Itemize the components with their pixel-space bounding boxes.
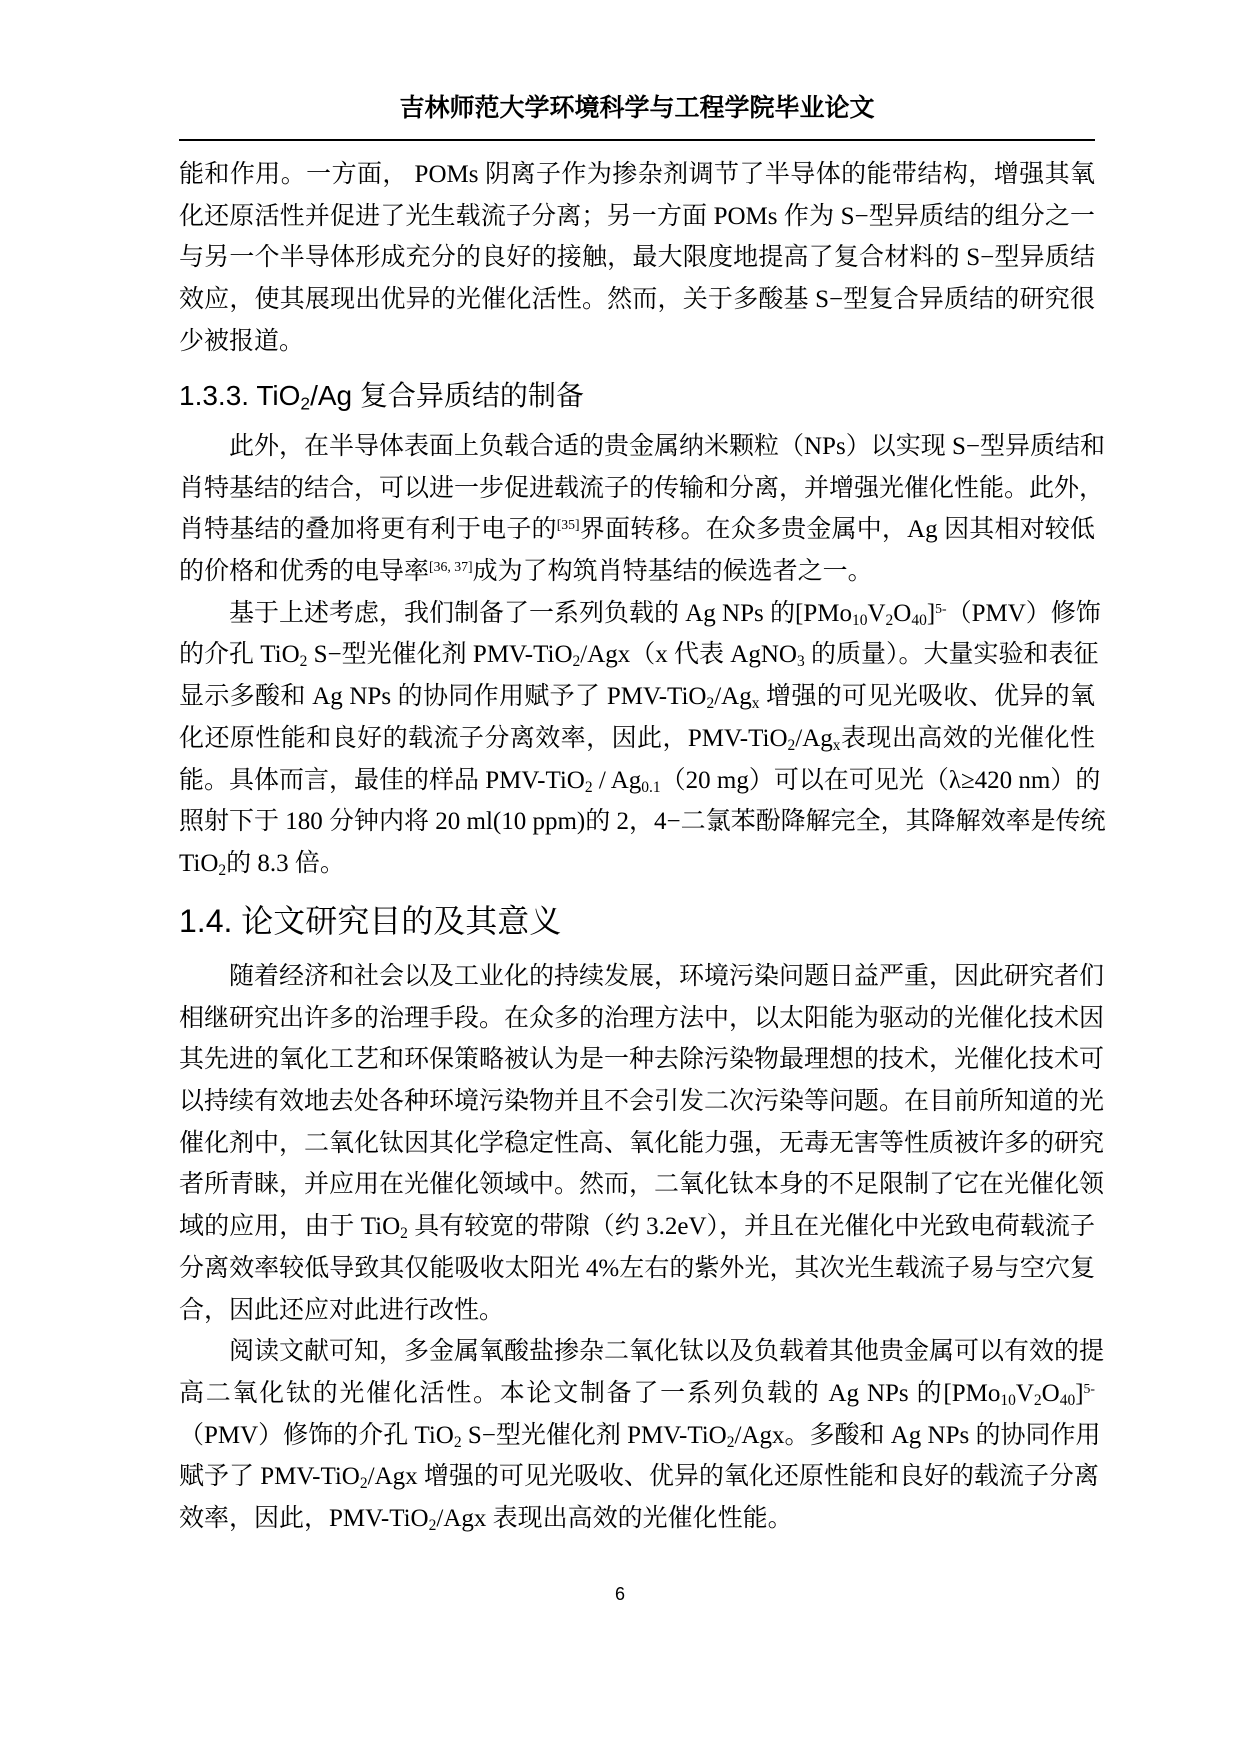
text-line xyxy=(179,1081,1105,1123)
subscript: 2 xyxy=(428,1516,437,1534)
running-header-title: 吉林师范大学环境科学与工程学院毕业论文 xyxy=(399,94,875,122)
text-run: 的质量）。大量实验和表征 xyxy=(804,641,1099,669)
subscript: 2 xyxy=(706,695,715,712)
text-line xyxy=(179,1373,1095,1415)
text-run: 照射下于 180 分钟内将 20 ml(10 ppm)的 2，4−二氯苯酚降解完全，其降解效率是传统 xyxy=(179,808,1106,836)
text-run: 其先进的氧化工艺和环保策略被认为是一种去除污染物最理想的技术，光催化技术可 xyxy=(179,1046,1105,1074)
subscript: 10 xyxy=(1000,1391,1016,1409)
subscript: 10 xyxy=(851,611,868,629)
text-line xyxy=(179,1248,1095,1290)
text-line xyxy=(179,1331,1105,1373)
text-run: 能。具体而言，最佳的样品 PMV-TiO xyxy=(179,766,585,794)
text-line xyxy=(179,468,1105,510)
page-number: 6 xyxy=(614,1584,625,1604)
text-run: 合，因此还应对此进行改性。 xyxy=(179,1296,505,1324)
text-run: 的价格和优秀的电导率 xyxy=(179,558,430,586)
text-run: 效率，因此，PMV-TiO xyxy=(179,1504,429,1532)
text-line xyxy=(179,843,1095,885)
text-run: /Agx 表现出高效的光催化性能。 xyxy=(436,1504,793,1532)
text-line xyxy=(179,760,1101,802)
text-run: 高二氧化钛的光催化活性。本论文制备了一系列负载的 Ag NPs 的[PMo xyxy=(179,1379,1001,1407)
text-run: 表现出高效的光催化性 xyxy=(840,724,1095,752)
text-run: 的 8.3 倍。 xyxy=(226,849,345,877)
text-line xyxy=(179,279,1095,321)
text-run: 以持续有效地去处各种环境污染物并且不会引发二次污染等问题。在目前所知道的光 xyxy=(179,1088,1105,1116)
paragraph xyxy=(179,426,1105,593)
text-run: 与另一个半导体形成充分的良好的接触，最大限度地提高了复合材料的 S−型异质结 xyxy=(179,244,1095,272)
subscript: 0.1 xyxy=(641,778,661,796)
text-run: TiO xyxy=(179,849,219,877)
text-run: O xyxy=(1041,1379,1060,1407)
text-run: 少被报道。 xyxy=(179,327,305,355)
text-run: /Agx（x 代表 AgNO xyxy=(580,641,797,669)
text-run: 增强的可见光吸收、优异的氧 xyxy=(759,683,1095,711)
text-run: 此外，在半导体表面上负载合适的贵金属纳米颗粒（NPs）以实现 S−型异质结和 xyxy=(229,433,1105,460)
subscript: 2 xyxy=(300,393,311,414)
text-line xyxy=(179,1498,1095,1540)
text-run: 能和作用。一方面， POMs 阴离子作为掺杂剂调节了半导体的能带结构，增强其氧 xyxy=(179,161,1095,188)
subscript: 2 xyxy=(572,653,581,671)
text-run: 的介孔 TiO xyxy=(179,641,300,669)
text-line xyxy=(179,801,1106,843)
text-block xyxy=(179,426,1106,885)
text-run: 肖特基结的叠加将更有利于电子的 xyxy=(179,516,557,544)
text-run: /Agx。多酸和 Ag NPs 的协同作用 xyxy=(734,1421,1101,1449)
text-run: 肖特基结的结合，可以进一步促进载流子的传输和分离，并增强光催化性能。此外， xyxy=(179,474,1105,502)
text-line xyxy=(179,551,1095,593)
subsection-heading xyxy=(179,374,584,414)
text-run: 化还原性能和良好的载流子分离效率，因此，PMV-TiO xyxy=(179,724,788,752)
citation-superscript: [35] xyxy=(556,517,580,533)
text-run: 相继研究出许多的治理手段。在众多的治理方法中，以太阳能为驱动的光催化技术因 xyxy=(179,1004,1105,1032)
text-run: V xyxy=(1015,1379,1034,1407)
subscript: 2 xyxy=(726,1433,735,1451)
subscript: x xyxy=(832,736,841,754)
paragraph xyxy=(179,956,1105,1331)
text-line xyxy=(179,426,1105,468)
text-line xyxy=(179,1164,1105,1206)
subscript: 2 xyxy=(400,1225,408,1242)
text-run: S−型光催化剂 PMV-TiO xyxy=(461,1421,727,1449)
subscript: 2 xyxy=(359,1475,368,1493)
header-rule xyxy=(179,139,1095,141)
text-line xyxy=(179,1456,1099,1498)
text-run: 具有较宽的带隙（约 3.2eV），并且在光催化中光致电荷载流子 xyxy=(407,1213,1095,1241)
text-line xyxy=(179,1039,1105,1081)
paragraph xyxy=(179,593,1106,885)
text-run: /Ag xyxy=(714,683,752,711)
text-run: （PMV）修饰的介孔 TiO xyxy=(179,1421,454,1449)
subscript: 40 xyxy=(1059,1391,1076,1409)
text-run: 化还原活性并促进了光生载流子分离；另一方面 POMs 作为 S−型异质结的组分之一 xyxy=(179,202,1095,230)
text-run: （PMV）修饰 xyxy=(946,599,1101,627)
text-run: 者所青睐，并应用在光催化领域中。然而，二氧化钛本身的不足限制了它在光催化领 xyxy=(179,1171,1105,1199)
superscript: 5- xyxy=(1083,1380,1095,1396)
text-run: O xyxy=(893,599,912,627)
text-line xyxy=(179,956,1105,998)
text-line xyxy=(179,998,1105,1040)
text-line xyxy=(179,1206,1095,1248)
text-run: V xyxy=(867,599,886,627)
text-run: /Agx 增强的可见光吸收、优异的氧化还原性能和良好的载流子分离 xyxy=(367,1463,1099,1491)
text-line xyxy=(179,1123,1105,1165)
text-run: 界面转移。在众多贵金属中，Ag 因其相对较低 xyxy=(579,516,1095,544)
subscript: 2 xyxy=(1033,1391,1042,1409)
subscript: 3 xyxy=(796,653,805,671)
subscript: 2 xyxy=(299,653,308,671)
text-run: 效应，使其展现出优异的光催化活性。然而，关于多酸基 S−型复合异质结的研究很 xyxy=(179,286,1095,314)
text-run: S−型光催化剂 PMV-TiO xyxy=(307,641,573,669)
section-heading xyxy=(179,896,561,942)
text-run: 催化剂中，二氧化钛因其化学稳定性高、氧化能力强，无毒无害等性质被许多的研究 xyxy=(179,1129,1105,1157)
text-run: 域的应用，由于 TiO xyxy=(179,1213,401,1241)
subscript: 2 xyxy=(584,778,593,796)
text-run: /Ag xyxy=(795,724,833,752)
text-line xyxy=(179,593,1101,635)
subscript: 2 xyxy=(787,736,796,754)
paragraph xyxy=(179,154,1095,362)
text-line xyxy=(179,718,1095,760)
paragraph xyxy=(179,1331,1105,1539)
text-line xyxy=(179,676,1095,718)
citation-superscript: [36, 37] xyxy=(429,558,473,574)
text-run: 分离效率较低导致其仅能吸收太阳光 4%左右的紫外光，其次光生载流子易与空穴复 xyxy=(179,1254,1095,1282)
text-run: 赋予了 PMV-TiO xyxy=(179,1463,360,1491)
text-run: 1.4. 论文研究目的及其意义 xyxy=(179,903,562,939)
text-line xyxy=(179,1415,1101,1457)
text-run: 阅读文献可知，多金属氧酸盐掺杂二氧化钛以及负载着其他贵金属可以有效的提 xyxy=(229,1338,1105,1366)
text-line xyxy=(179,1290,1095,1332)
subscript: 2 xyxy=(453,1433,462,1451)
text-line xyxy=(179,321,1095,363)
text-run: （20 mg）可以在可见光（λ≥420 nm）的 xyxy=(660,766,1101,794)
subscript: x xyxy=(751,695,760,712)
text-block xyxy=(179,154,1095,362)
superscript: 5- xyxy=(935,600,947,616)
text-line xyxy=(179,237,1095,279)
text-run: / Ag xyxy=(592,766,642,794)
text-run: 随着经济和社会以及工业化的持续发展，环境污染问题日益严重，因此研究者们 xyxy=(229,963,1105,990)
text-run: ] xyxy=(1075,1379,1084,1407)
subscript: 2 xyxy=(885,611,894,629)
text-run: ] xyxy=(926,599,936,627)
text-line xyxy=(179,509,1095,551)
text-run: 显示多酸和 Ag NPs 的协同作用赋予了 PMV-TiO xyxy=(179,683,707,711)
text-run: 基于上述考虑，我们制备了一系列负载的 Ag NPs 的[PMo xyxy=(229,599,852,627)
text-block xyxy=(179,956,1105,1540)
text-line xyxy=(179,154,1095,196)
text-line xyxy=(179,634,1099,676)
text-run: 成为了构筑肖特基结的候选者之一。 xyxy=(472,558,873,586)
text-run: /Ag 复合异质结的制备 xyxy=(310,380,584,411)
text-line xyxy=(179,196,1095,238)
text-run: 1.3.3. TiO xyxy=(179,380,301,411)
subscript: 2 xyxy=(218,861,227,879)
subscript: 40 xyxy=(911,611,927,629)
